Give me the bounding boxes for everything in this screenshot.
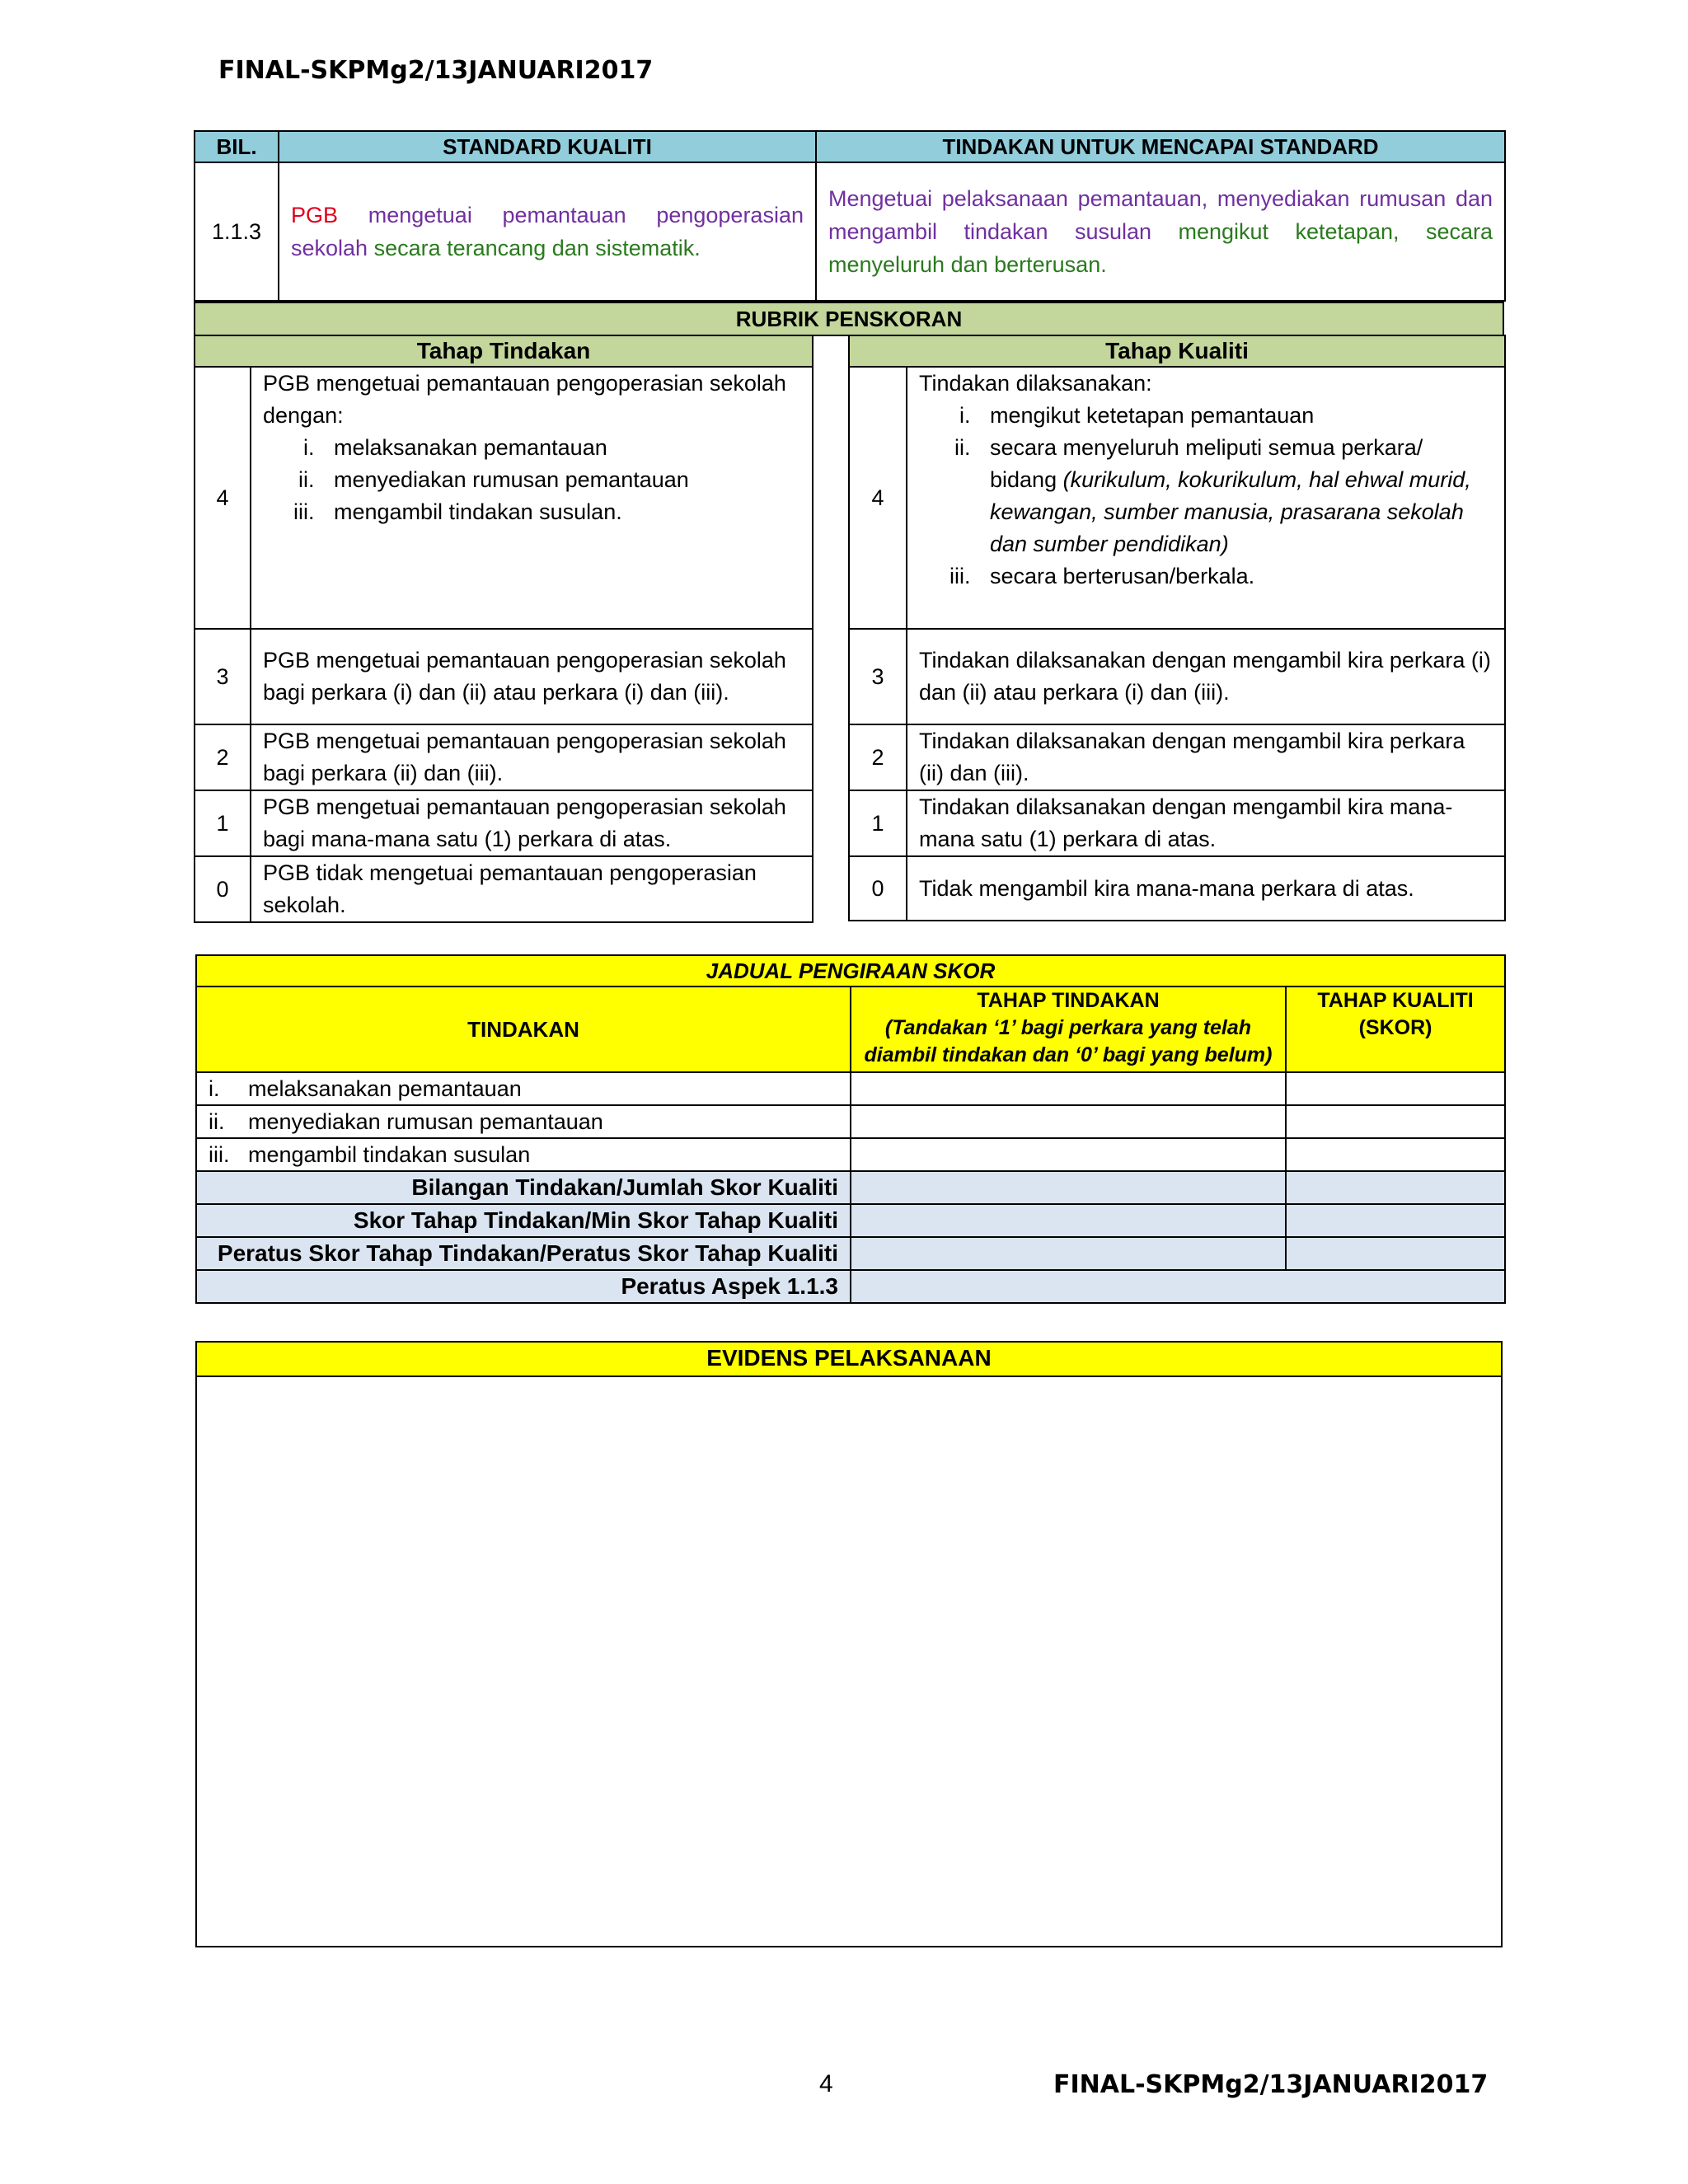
standard-kualiti-text <box>279 162 816 301</box>
rubric-score-1: 1 <box>195 790 251 856</box>
item-text: melaksanakan pemantauan <box>248 1076 522 1101</box>
evidens-section <box>195 1341 1503 1947</box>
tahap-kualiti-input[interactable] <box>1286 1072 1505 1105</box>
rubric-title: RUBRIK PENSKORAN <box>194 302 1504 336</box>
rubric-col-tindakan: Tahap Tindakan <box>195 335 813 367</box>
summary-peratus-tindakan[interactable] <box>851 1237 1286 1270</box>
list-item <box>977 432 1493 560</box>
k4-list <box>919 400 1493 593</box>
tahap-tindakan-note: (Tandakan ‘1’ bagi perkara yang telah diambil tindakan dan ‘0’ bagi yang belum) <box>864 1016 1273 1066</box>
list-item: ii. menyediakan rumusan pemantauan <box>321 464 800 496</box>
tahap-tindakan-input[interactable] <box>851 1105 1286 1138</box>
rubric-kualiti-4 <box>907 367 1505 629</box>
rubric-section <box>194 302 1504 920</box>
skor-col-tindakan: TINDAKAN <box>196 987 851 1072</box>
footer-doc-label: FINAL-SKPMg2/13JANUARI2017 <box>1053 2070 1489 2099</box>
table-row <box>196 1138 851 1171</box>
list-item: i. melaksanakan pemantauan <box>321 432 800 464</box>
k4-item2-text: secara menyeluruh meliputi semua perkara/ bidang <box>990 435 1423 492</box>
evidens-title: EVIDENS PELAKSANAAN <box>197 1343 1501 1377</box>
tahap-kualiti-input[interactable] <box>1286 1138 1505 1171</box>
rubric-kscore-2: 2 <box>849 724 907 790</box>
list-item: iii. secara berterusan/berkala. <box>977 560 1493 593</box>
rubric-kualiti-1: Tindakan dilaksanakan dengan mengambil kira mana-mana satu (1) perkara di atas. <box>907 790 1505 856</box>
rubric-kscore-4: 4 <box>849 367 907 629</box>
rubric-tindakan-table <box>194 335 814 923</box>
peratus-aspek-label: Peratus Aspek 1.1.3 <box>196 1270 851 1303</box>
header-standard-kualiti: STANDARD KUALITI <box>279 131 816 162</box>
rubric-score-0: 0 <box>195 856 251 922</box>
skor-title: JADUAL PENGIRAAN SKOR <box>196 955 1505 987</box>
summary-skor-kualiti[interactable] <box>1286 1204 1505 1237</box>
tahap-tindakan-input[interactable] <box>851 1072 1286 1105</box>
standard-table <box>194 130 1506 302</box>
summary-peratus-label: Peratus Skor Tahap Tindakan/Peratus Skor Tahap Kualiti <box>196 1237 851 1270</box>
header-tindakan-standard: TINDAKAN UNTUK MENCAPAI STANDARD <box>816 131 1505 162</box>
page-number: 4 <box>819 2070 833 2097</box>
t4-intro: PGB mengetuai pemantauan pengoperasian sekolah dengan: <box>263 371 786 428</box>
summary-bilangan-tindakan[interactable] <box>851 1171 1286 1204</box>
table-row <box>196 1105 851 1138</box>
header-bil: BIL. <box>195 131 279 162</box>
k4-intro: Tindakan dilaksanakan: <box>919 371 1152 396</box>
tahap-kualiti-input[interactable] <box>1286 1105 1505 1138</box>
rubric-kscore-1: 1 <box>849 790 907 856</box>
rubric-tindakan-0: PGB tidak mengetuai pemantauan pengoperasian sekolah. <box>251 856 813 922</box>
rubric-tindakan-4 <box>251 367 813 629</box>
sk-mengetuai: mengetuai pemantauan pengoperasian sekolah <box>291 203 804 260</box>
rubric-kualiti-0: Tidak mengambil kira mana-mana perkara di atas. <box>907 856 1505 921</box>
skor-col-tahap-kualiti: TAHAP KUALITI (SKOR) <box>1286 987 1505 1072</box>
document-header: FINAL-SKPMg2/13JANUARI2017 <box>218 56 654 85</box>
tu-part1: Mengetuai pelaksanaan pemantauan, menyediakan rumusan dan mengambil tindakan susulan <box>828 186 1493 244</box>
list-item: iii. mengambil tindakan susulan. <box>321 496 800 528</box>
rubric-kscore-3: 3 <box>849 629 907 724</box>
item-num: iii. <box>209 1142 230 1167</box>
sk-secara: secara terancang dan sistematik. <box>373 236 701 260</box>
summary-peratus-kualiti[interactable] <box>1286 1237 1505 1270</box>
rubric-col-kualiti: Tahap Kualiti <box>849 335 1505 367</box>
item-num: i. <box>209 1076 220 1101</box>
rubric-tindakan-3: PGB mengetuai pemantauan pengoperasian sekolah bagi perkara (i) dan (ii) atau perkara (i) dan (iii). <box>251 629 813 724</box>
rubric-score-3: 3 <box>195 629 251 724</box>
summary-bilangan-label: Bilangan Tindakan/Jumlah Skor Kualiti <box>196 1171 851 1204</box>
rubric-kualiti-3: Tindakan dilaksanakan dengan mengambil kira perkara (i) dan (ii) atau perkara (i) dan (iii). <box>907 629 1505 724</box>
summary-skor-tindakan[interactable] <box>851 1204 1286 1237</box>
skor-table <box>195 954 1506 1304</box>
summary-skor-label: Skor Tahap Tindakan/Min Skor Tahap Kualiti <box>196 1204 851 1237</box>
tu-part2: mengikut ketetapan, secara menyeluruh dan berterusan. <box>828 219 1493 277</box>
table-row <box>196 1072 851 1105</box>
bil-value: 1.1.3 <box>195 162 279 301</box>
item-text: menyediakan rumusan pemantauan <box>248 1109 603 1134</box>
item-num: ii. <box>209 1109 225 1134</box>
summary-bilangan-kualiti[interactable] <box>1286 1171 1505 1204</box>
skor-col-tahap-tindakan <box>851 987 1286 1072</box>
peratus-aspek-value[interactable] <box>851 1270 1505 1303</box>
rubric-kscore-0: 0 <box>849 856 907 921</box>
rubric-score-2: 2 <box>195 724 251 790</box>
rubric-kualiti-2: Tindakan dilaksanakan dengan mengambil kira perkara (ii) dan (iii). <box>907 724 1505 790</box>
rubric-score-4: 4 <box>195 367 251 629</box>
sk-pgb: PGB <box>291 203 339 227</box>
tindakan-standard-text <box>816 162 1505 301</box>
list-item: i. mengikut ketetapan pemantauan <box>977 400 1493 432</box>
tahap-tindakan-label: TAHAP TINDAKAN <box>977 989 1160 1012</box>
rubric-kualiti-table <box>848 335 1506 921</box>
tahap-tindakan-input[interactable] <box>851 1138 1286 1171</box>
rubric-tindakan-1: PGB mengetuai pemantauan pengoperasian sekolah bagi mana-mana satu (1) perkara di atas. <box>251 790 813 856</box>
k4-item2-scope: (kurikulum, kokurikulum, hal ehwal murid, kewangan, sumber manusia, prasarana sekolah dan sumber pendidikan) <box>990 467 1471 556</box>
t4-list <box>263 432 800 528</box>
rubric-tindakan-2: PGB mengetuai pemantauan pengoperasian sekolah bagi perkara (ii) dan (iii). <box>251 724 813 790</box>
evidens-content-area[interactable] <box>197 1377 1501 1946</box>
item-text: mengambil tindakan susulan <box>248 1142 531 1167</box>
